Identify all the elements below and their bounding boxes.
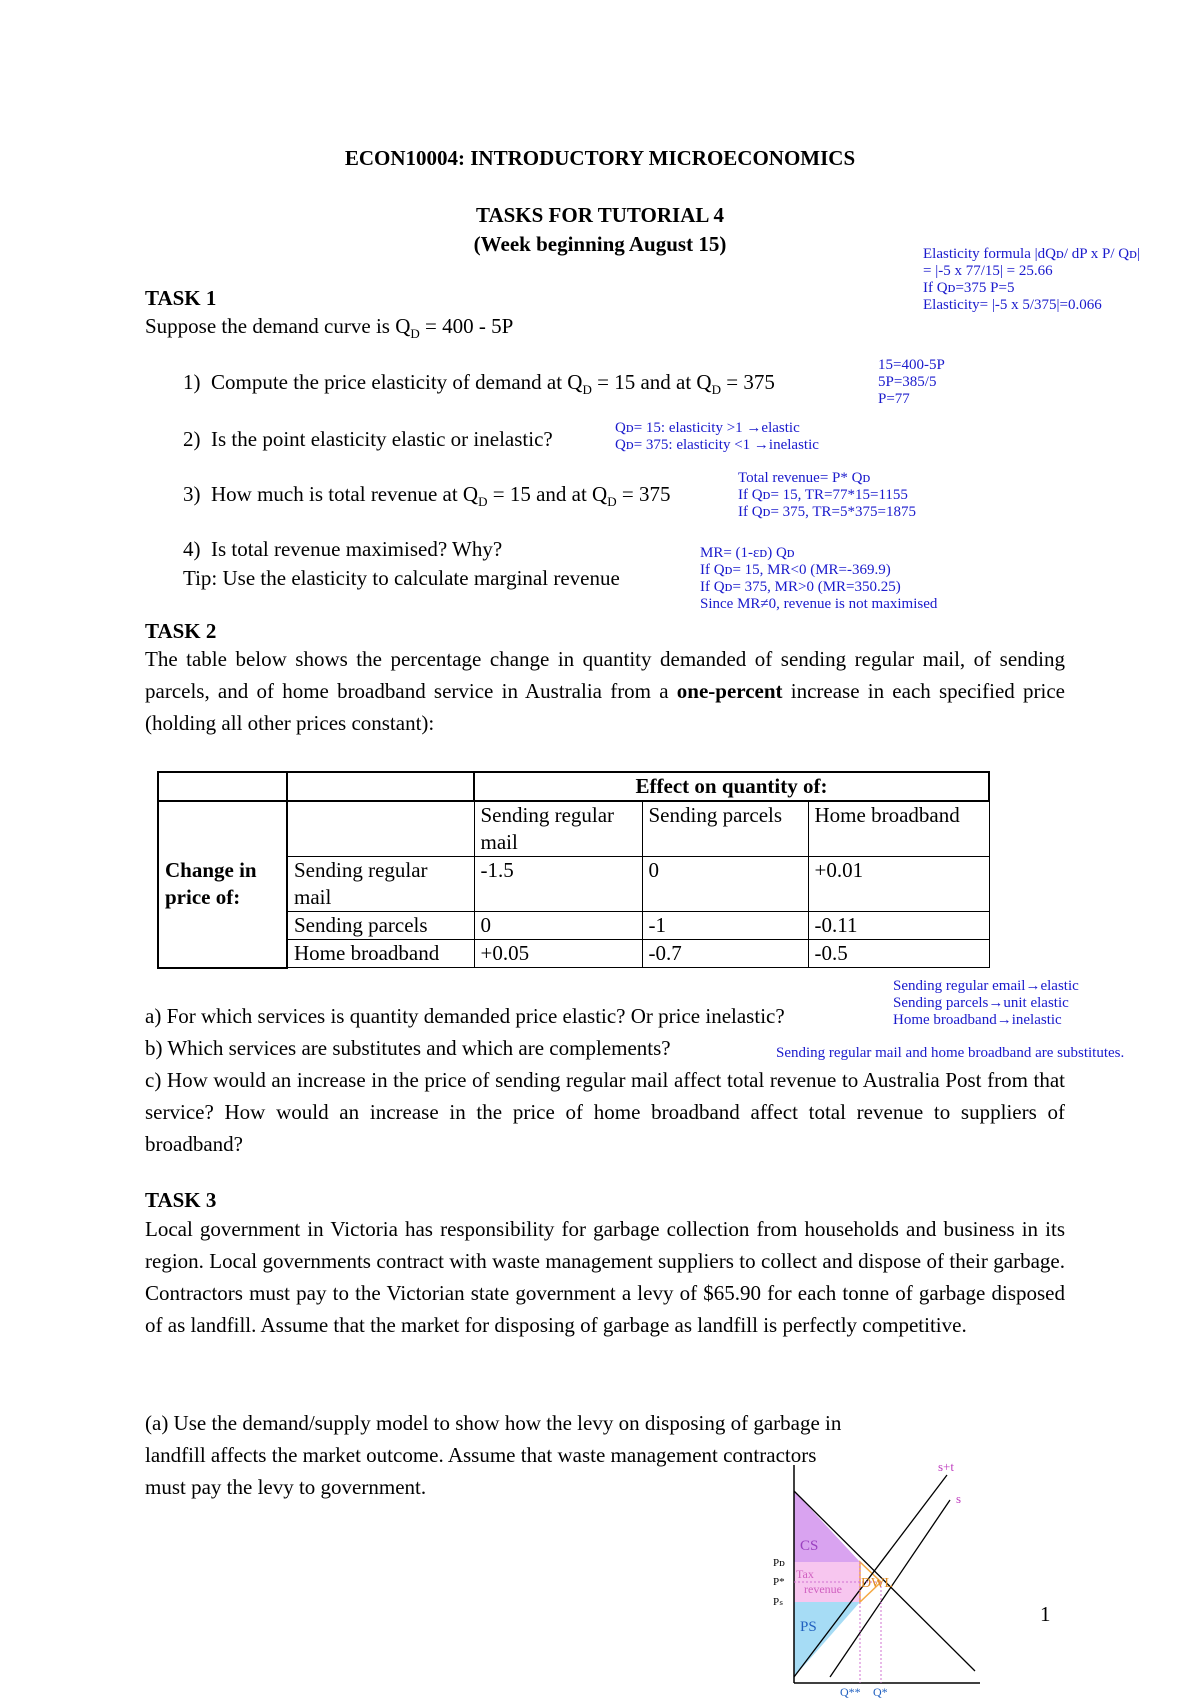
task3-paragraph: Local government in Victoria has responsibility for garbage collection from households and business in its region. Local governments contract with waste management suppliers to collect and dispose of their garbage. Contractors must pay to the Victorian state government a levy of $65.90 for each tonne of garbage disposed of as landfill. Assume that the market for disposing of garbage as landfill is perfectly competitive. [145, 1217, 1065, 1337]
annotation-elasticity: Elasticity formula |dQᴅ/ dP x P/ Qᴅ| = |-5 x 77/15| = 25.66 If Qᴅ=375 P=5 Elasticity= |-5 x 5/375|=0.066 [923, 246, 1141, 313]
row-label: Home broadband [287, 940, 474, 968]
task2-question-c: c) How would an increase in the price of sending regular mail affect total revenue to Australia Post from that service? How would an increase in the price of home broadband affect total revenue to suppliers of broadband? [145, 1068, 1065, 1156]
task1-item-4: 4) Is total revenue maximised? Why? [183, 537, 503, 561]
tax-incidence-diagram [760, 1445, 1000, 1698]
task1-item-2: 2) Is the point elasticity elastic or inelastic? [183, 427, 553, 451]
annotation-elastic-inelastic: Qᴅ= 15: elasticity >1 →elastic Qᴅ= 375: elasticity <1 →inelastic [615, 420, 819, 453]
q-star-label: Q* [873, 1685, 888, 1698]
dwl-label: DWL [861, 1576, 893, 1591]
q-double-star-label: Q** [840, 1685, 861, 1698]
pd-label: Pᴅ [773, 1557, 785, 1569]
p-star-label: P* [773, 1576, 785, 1588]
col-header: Home broadband [808, 801, 989, 857]
revenue-label: revenue [804, 1582, 842, 1596]
ps-label: PS [800, 1619, 817, 1635]
annotation-substitutes: Sending regular mail and home broadband are substitutes. [776, 1045, 1125, 1061]
elasticity-table [157, 771, 990, 969]
table-cell: 0 [474, 912, 642, 940]
annotation-services: Sending regular email→elastic Sending parcels→unit elastic Home broadband→inelastic [893, 978, 1079, 1028]
task3-question-a-line-3: must pay the levy to government. [145, 1475, 427, 1499]
task1-heading: TASK 1 [145, 286, 217, 310]
annotation-marginal-revenue: MR= (1-εᴅ) Qᴅ If Qᴅ= 15, MR<0 (MR=-369.9) If Qᴅ= 375, MR>0 (MR=350.25) Since MR≠0, revenue is not maximised [700, 545, 938, 612]
task1-tip: Tip: Use the elasticity to calculate marginal revenue [183, 566, 620, 590]
change-in-price-label: Change in price of: [158, 801, 287, 968]
s-label: s [956, 1491, 962, 1506]
task1-item-3: 3) How much is total revenue at $Q_D = 15$ and at $Q_D = 375$ [183, 482, 671, 510]
task3-heading: TASK 3 [145, 1188, 217, 1212]
annotation-price-calc: 15=400-5P 5P=385/5 P=77 [878, 357, 945, 407]
task3-question-a-line-2: landfill affects the market outcome. Assume that waste management contractors [145, 1443, 817, 1467]
task2-paragraph: The table below shows the percentage change in quantity demanded of sending regular mail, of sending parcels, and of home broadband service in Australia from a one-percent increase in each specified price (holding all other prices constant): [145, 647, 1065, 735]
table-cell: -0.5 [808, 940, 989, 968]
table-cell: -1 [642, 912, 808, 940]
col-header: Sending parcels [642, 801, 808, 857]
cs-label: CS [800, 1538, 819, 1554]
table-cell: -1.5 [474, 857, 642, 912]
table-cell: -0.7 [642, 940, 808, 968]
table-cell: -0.11 [808, 912, 989, 940]
s-plus-t-label: s+t [938, 1459, 955, 1474]
tutorial-title: TASKS FOR TUTORIAL 4 [476, 203, 724, 227]
effect-header: Effect on quantity of: [474, 772, 989, 801]
table-cell: +0.05 [474, 940, 642, 968]
row-label: Sending regular mail [287, 857, 474, 912]
week-subtitle: (Week beginning August 15) [473, 232, 727, 256]
producer-surplus-area [794, 1602, 860, 1677]
ps-price-label: Pₛ [773, 1596, 784, 1608]
tax-label: Tax [796, 1567, 814, 1581]
annotation-total-revenue: Total revenue= P* Qᴅ If Qᴅ= 15, TR=77*15=1155 If Qᴅ= 375, TR=5*375=1875 [738, 470, 916, 520]
course-title: ECON10004: INTRODUCTORY MICROECONOMICS [344, 146, 856, 170]
task1-intro: Suppose the demand curve is $Q_D = 400 - 5P$ [145, 314, 514, 342]
task2-question-b: b) Which services are substitutes and which are complements? [145, 1036, 671, 1060]
task3-question-a-line-1: (a) Use the demand/supply model to show how the levy on disposing of garbage in [145, 1411, 842, 1435]
col-header: Sending regular mail [474, 801, 642, 857]
task2-question-a: a) For which services is quantity demanded price elastic? Or price inelastic? [145, 1004, 785, 1028]
page-number: 1 [1040, 1602, 1051, 1626]
task2-heading: TASK 2 [145, 619, 217, 643]
table-cell: +0.01 [808, 857, 989, 912]
task1-item-1: 1) Compute the price elasticity of demand at $Q_D = 15$ and at $Q_D = 375$ [183, 370, 775, 398]
row-label: Sending parcels [287, 912, 474, 940]
table-cell: 0 [642, 857, 808, 912]
